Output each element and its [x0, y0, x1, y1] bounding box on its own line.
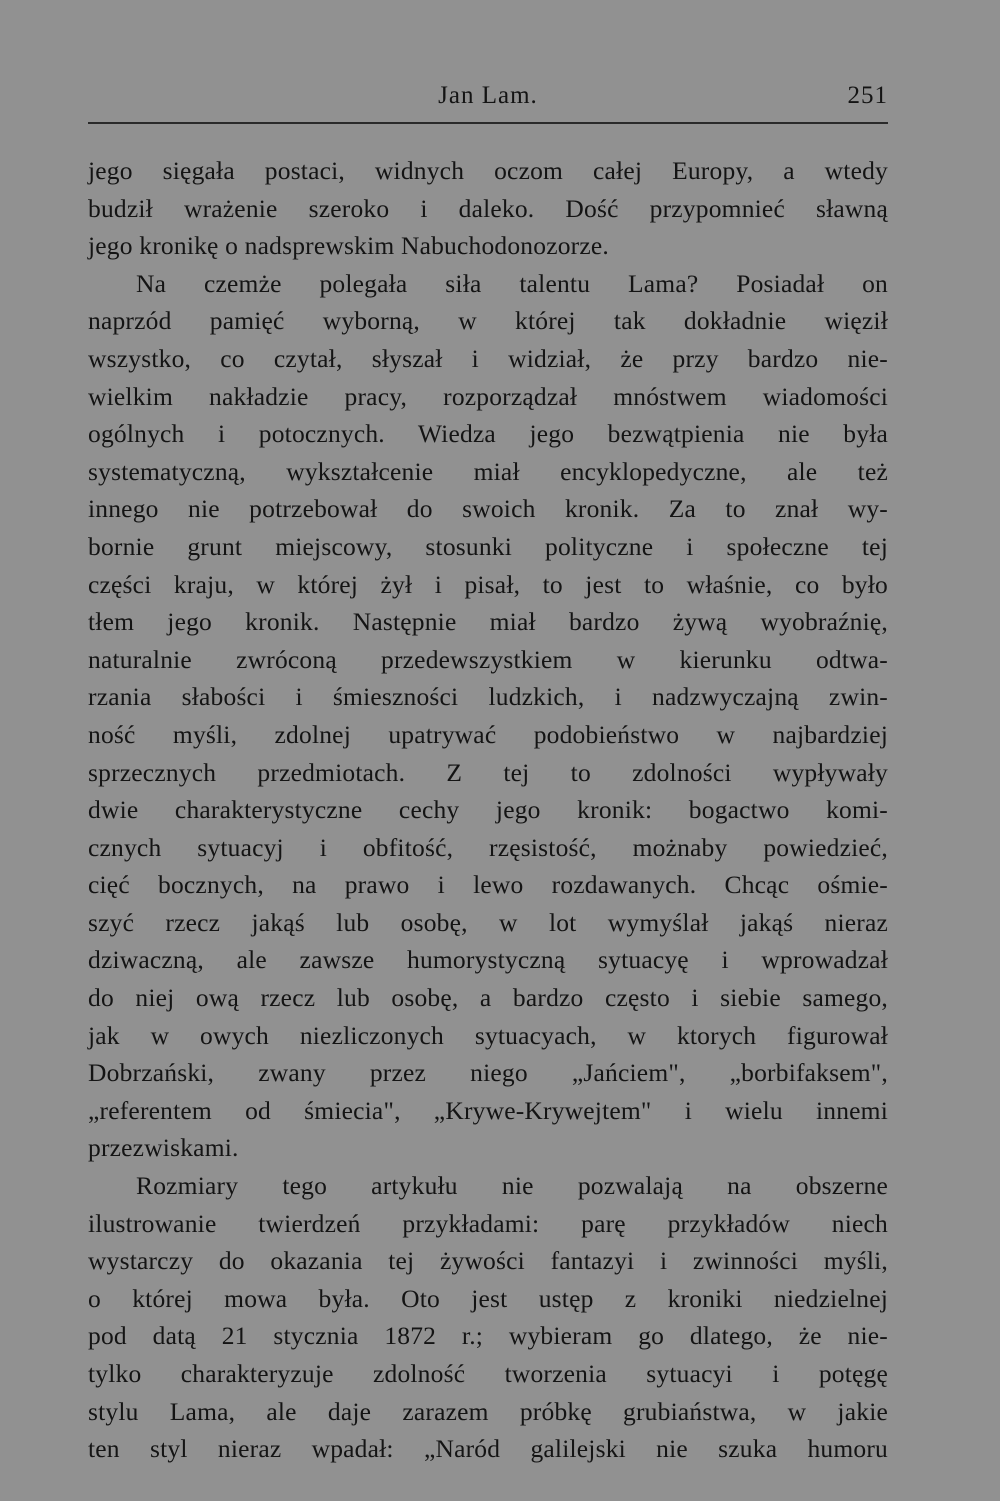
text-line: dwie charakterystyczne cechy jego kronik: bogactwo komi- [88, 795, 888, 825]
text-line: cięć bocznych, na prawo i lewo rozdawanych. Chcąc ośmie- [88, 870, 888, 900]
text-line: tylko charakteryzuje zdolność tworzenia sytuacyi i potęgę [88, 1359, 888, 1388]
text-line: sprzecznych przedmiotach. Z tej to zdolności wypływały [88, 757, 888, 787]
text-line: jego kronikę o nadsprewskim Nabuchodonozorze. [88, 231, 609, 261]
text-line: „referentem od śmiecia", „Krywe-Krywejtem" i wielu innemi [88, 1095, 888, 1125]
text-line: wszystko, co czytał, słyszał i widział, że przy bardzo nie- [88, 343, 888, 373]
text-line: bornie grunt miejscowy, stosunki polityczne i społeczne tej [88, 531, 888, 561]
text-line: wielkim nakładzie pracy, rozporządzał mnóstwem wiadomości [88, 381, 888, 411]
text-line: szyć rzecz jakąś lub osobę, w lot wymyślał jakąś nieraz [88, 907, 888, 937]
text-line: stylu Lama, ale daje zarazem próbkę grubiaństwa, w jakie [88, 1396, 888, 1426]
text-line: Rozmiary tego artykułu nie pozwalają na obszerne [136, 1171, 888, 1201]
running-title: Jan Lam. [438, 82, 538, 109]
text-line: przezwiskami. [88, 1133, 239, 1163]
text-line: ność myśli, zdolnej upatrywać podobieństwo w najbardziej [88, 719, 888, 749]
text-line: do niej ową rzecz lub osobę, a bardzo często i siebie samego, [88, 983, 888, 1013]
text-line: rzania słabości i śmieszności ludzkich, i nadzwyczajną zwin- [88, 682, 888, 712]
text-line: ilustrowanie twierdzeń przykładami: parę przykładów niech [88, 1208, 888, 1238]
text-line: innego nie potrzebował do swoich kronik. Za to znał wy- [88, 494, 888, 524]
text-line: części kraju, w której żył i pisał, to jest to właśnie, co było [88, 569, 888, 599]
text-line: jak w owych niezliczonych sytuacyach, w ktorych figurował [88, 1020, 888, 1050]
text-line: ogólnych i potocznych. Wiedza jego bezwątpienia nie była [88, 419, 888, 449]
body-text [88, 152, 888, 1468]
page-number: 251 [847, 82, 888, 109]
text-line: systematyczną, wykształcenie miał encyklopedyczne, ale też [88, 456, 888, 486]
text-line: ten styl nieraz wpadał: „Naród galilejski nie szuka humoru [88, 1434, 888, 1464]
text-line: wystarczy do okazania tej żywości fantazyi i zwinności myśli, [88, 1246, 888, 1276]
text-line: dziwaczną, ale zawsze humorystyczną sytuacyę i wprowadzał [88, 945, 888, 975]
text-line: Na czemże polegała siła talentu Lama? Posiadał on [136, 268, 888, 298]
text-line: naturalnie zwróconą przedewszystkiem w kierunku odtwa- [88, 644, 888, 674]
text-line: Dobrzański, zwany przez niego „Jańciem", „borbifaksem", [88, 1058, 888, 1088]
text-line: naprzód pamięć wyborną, w której tak dokładnie więził [88, 306, 888, 336]
text-line: o której mowa była. Oto jest ustęp z kroniki niedzielnej [88, 1283, 888, 1313]
text-line: cznych sytuacyj i obfitość, rzęsistość, możnaby powiedzieć, [88, 832, 888, 862]
text-line: pod datą 21 stycznia 1872 r.; wybieram go dlatego, że nie- [88, 1321, 888, 1351]
text-line: tłem jego kronik. Następnie miał bardzo żywą wyobraźnię, [88, 607, 888, 637]
text-line: budził wrażenie szeroko i daleko. Dość przypomnieć sławną [88, 193, 888, 223]
text-line: jego sięgała postaci, widnych oczom całej Europy, a wtedy [88, 156, 888, 185]
running-header [88, 82, 888, 124]
